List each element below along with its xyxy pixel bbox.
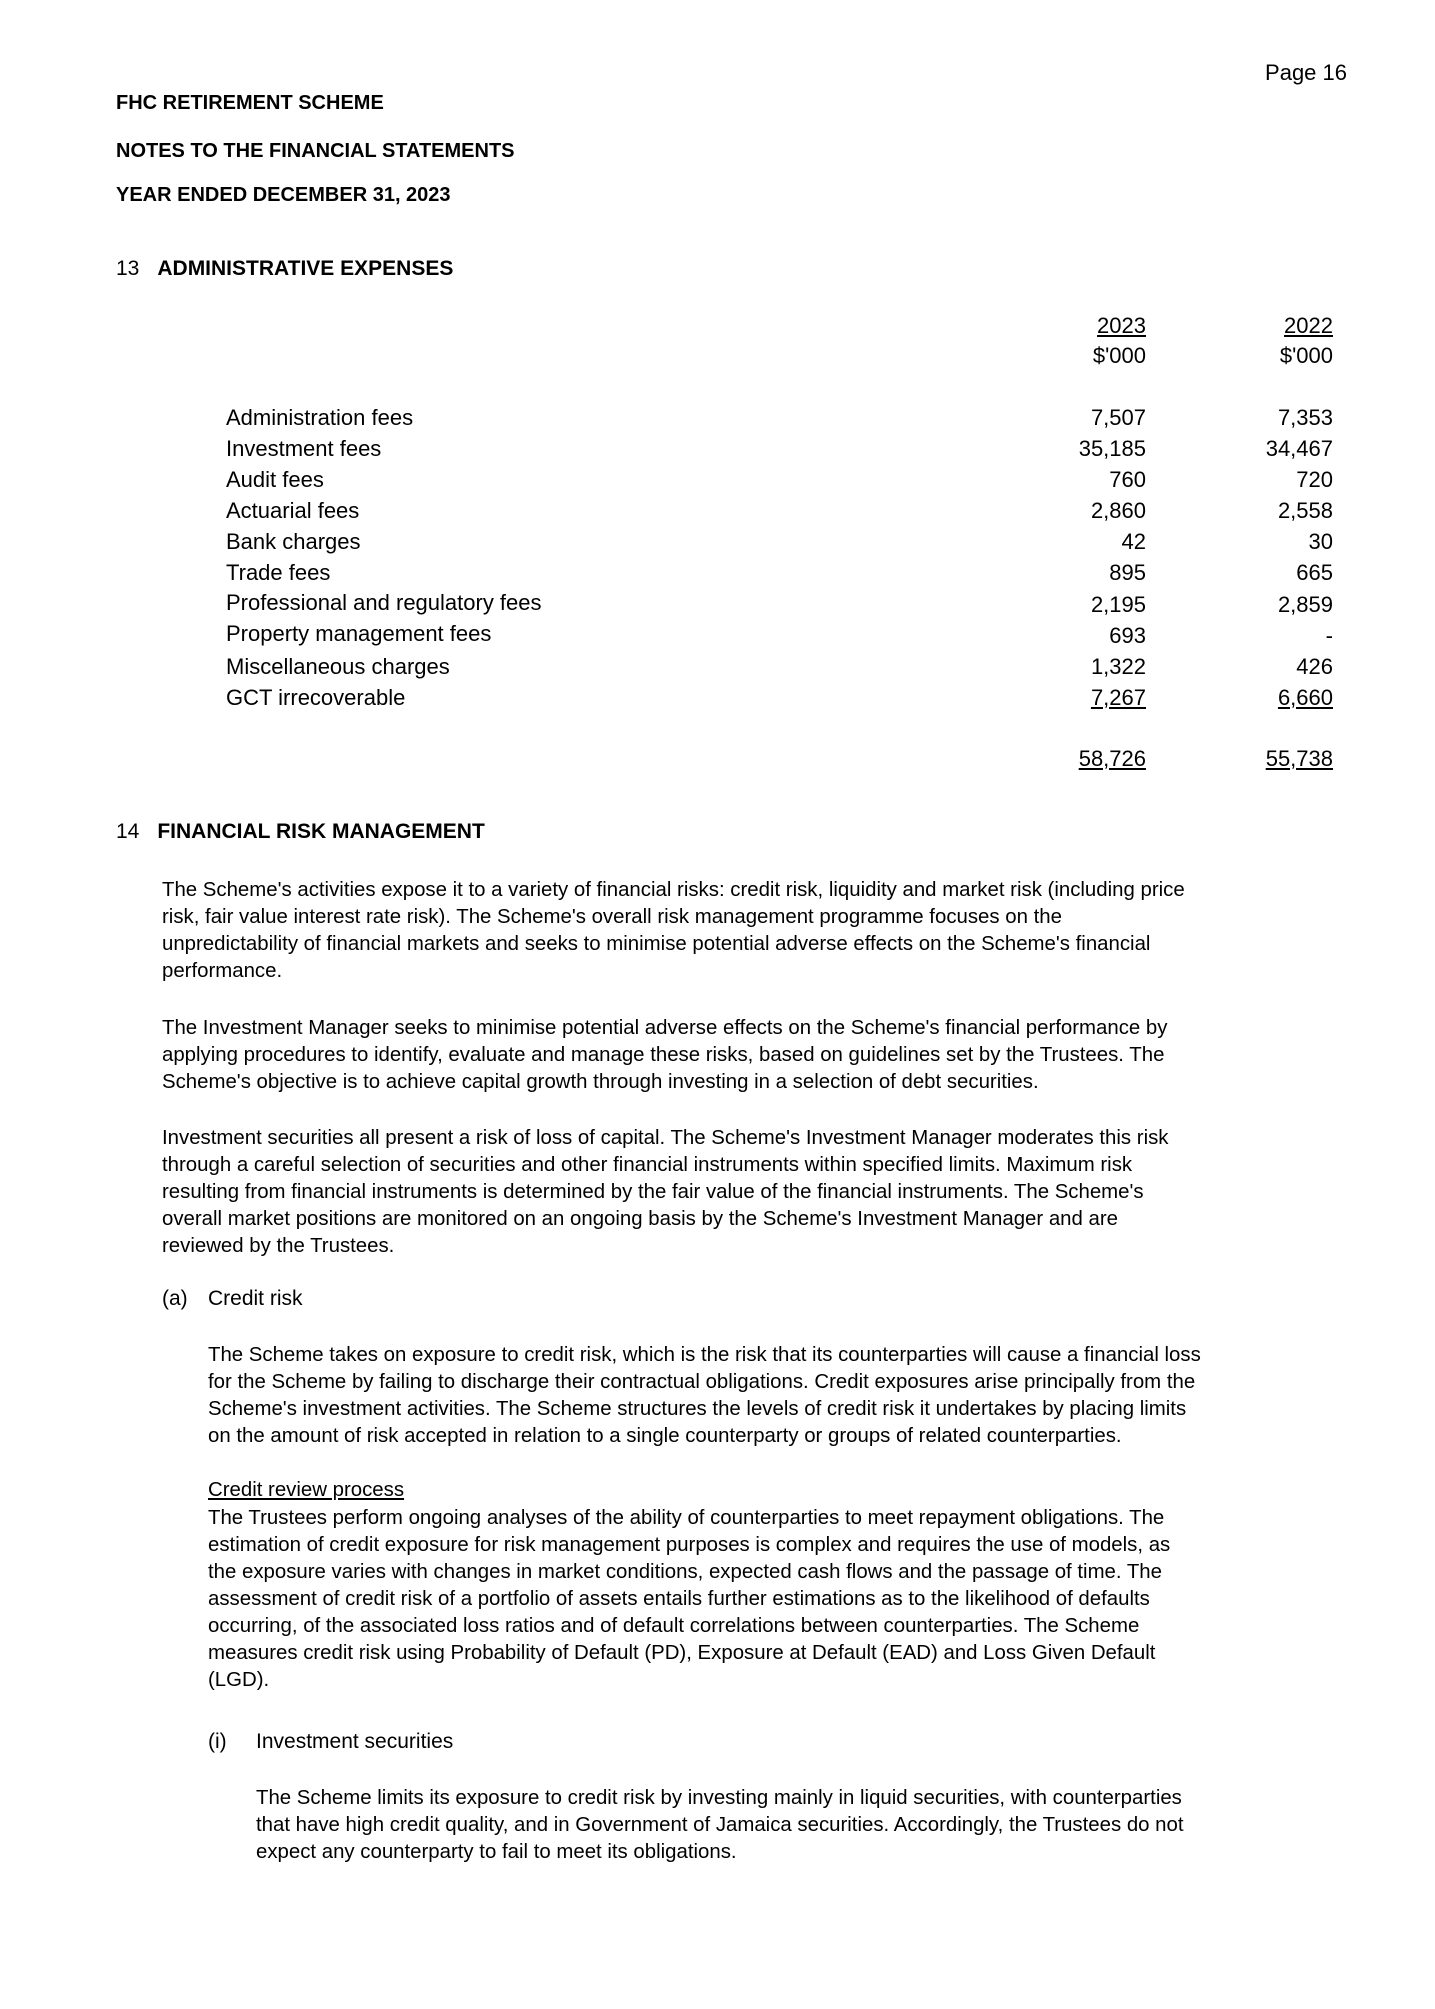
row-label: Administration fees [226,405,414,430]
value-2022: 720 [1296,467,1333,492]
section-13-heading [116,257,453,281]
value-2023: 895 [1109,560,1146,585]
row-label: Property management fees [226,621,492,646]
value-2023: 760 [1109,467,1146,492]
total-2023: 58,726 [1078,746,1146,771]
value-2022: 2,859 [1277,592,1333,617]
paragraph-credit-risk: The Scheme takes on exposure to credit risk, which is the risk that its counterparties will cause a financial loss for the Scheme by failing to discharge their contractual obligations. Credit exposures arise principally from the Scheme's investment activities. The Scheme structures the levels of credit risk it undertakes by placing limits on the amount of risk accepted in relation to a single counterparty or groups of related counterparties. [208,1344,1201,1447]
value-2023: 7,267 [1090,685,1146,710]
value-2022: 34,467 [1265,436,1333,461]
value-2022: 6,660 [1277,685,1333,710]
paragraph-investment-securities-risk: Investment securities all present a risk of loss of capital. The Scheme's Investment Manager moderates this risk through a careful selection of securities and other financial instruments within specified limits. Maximum risk resulting from financial instruments is determined by the fair value of the financial instruments. The Scheme's overall market positions are monitored on an ongoing basis by the Scheme's Investment Manager and are reviewed by the Trustees. [162,1127,1169,1257]
credit-review-heading: Credit review process [208,1479,405,1501]
document-title: NOTES TO THE FINANCIAL STATEMENTS [116,140,515,162]
subsection-i-title: Investment securities [256,1730,454,1753]
value-2022: - [1325,623,1333,648]
subsection-i-label: (i) [208,1730,227,1753]
total-2022: 55,738 [1265,746,1333,771]
row-label: GCT irrecoverable [226,685,406,710]
scheme-name: FHC RETIREMENT SCHEME [116,92,384,114]
row-label: Investment fees [226,436,382,461]
value-2022: 426 [1296,654,1333,679]
column-2023-unit: $'000 [1092,343,1146,368]
subsection-a-label: (a) [162,1287,188,1310]
row-label: Bank charges [226,529,361,554]
value-2023: 7,507 [1090,405,1146,430]
value-2022: 7,353 [1277,405,1333,430]
section-14-heading [116,820,485,844]
value-2022: 665 [1296,560,1333,585]
section-13-title: ADMINISTRATIVE EXPENSES [157,257,454,280]
value-2023: 2,195 [1090,592,1146,617]
row-label: Trade fees [226,560,331,585]
value-2022: 2,558 [1277,498,1333,523]
period-line: YEAR ENDED DECEMBER 31, 2023 [116,184,451,206]
subsection-a-title: Credit risk [208,1287,303,1310]
section-14-title: FINANCIAL RISK MANAGEMENT [157,820,485,843]
value-2023: 1,322 [1090,654,1146,679]
value-2023: 693 [1109,623,1146,648]
row-label: Actuarial fees [226,498,360,523]
value-2023: 35,185 [1078,436,1146,461]
column-2023-year: 2023 [1097,313,1146,338]
row-label: Audit fees [226,467,324,492]
section-13-number: 13 [116,257,140,280]
section-14-number: 14 [116,820,140,843]
value-2023: 42 [1121,529,1146,554]
column-2022-unit: $'000 [1279,343,1333,368]
paragraph-investment-manager: The Investment Manager seeks to minimise potential adverse effects on the Scheme's financial performance by applying procedures to identify, evaluate and manage these risks, based on guidelines set by the Trustees. The Scheme's objective is to achieve capital growth through investing in a selection of debt securities. [162,1017,1168,1093]
paragraph-investment-securities: The Scheme limits its exposure to credit risk by investing mainly in liquid securities, with counterparties that have high credit quality, and in Government of Jamaica securities. Accordingly, the Trustees do not expect any counterparty to fail to meet its obligations. [256,1787,1184,1863]
value-2023: 2,860 [1090,498,1146,523]
row-label: Miscellaneous charges [226,654,450,679]
paragraph-credit-review: The Trustees perform ongoing analyses of the ability of counterparties to meet repayment obligations. The estimation of credit exposure for risk management purposes is complex and requires the use of models, as the exposure varies with changes in market conditions, expected cash flows and the passage of time. The assessment of credit risk of a portfolio of assets entails further estimations as to the likelihood of defaults occurring, of the associated loss ratios and of default correlations between counterparties. The Scheme measures credit risk using Probability of Default (PD), Exposure at Default (EAD) and Loss Given Default (LGD). [208,1507,1171,1691]
value-2022: 30 [1308,529,1333,554]
column-2022-year: 2022 [1284,313,1333,338]
row-label: Professional and regulatory fees [226,590,542,615]
paragraph-risk-overview: The Scheme's activities expose it to a variety of financial risks: credit risk, liquidity and market risk (including price risk, fair value interest rate risk). The Scheme's overall risk management programme focuses on the unpredictability of financial markets and seeks to minimise potential adverse effects on the Scheme's financial performance. [162,879,1185,982]
page-number: Page 16 [1265,60,1347,85]
